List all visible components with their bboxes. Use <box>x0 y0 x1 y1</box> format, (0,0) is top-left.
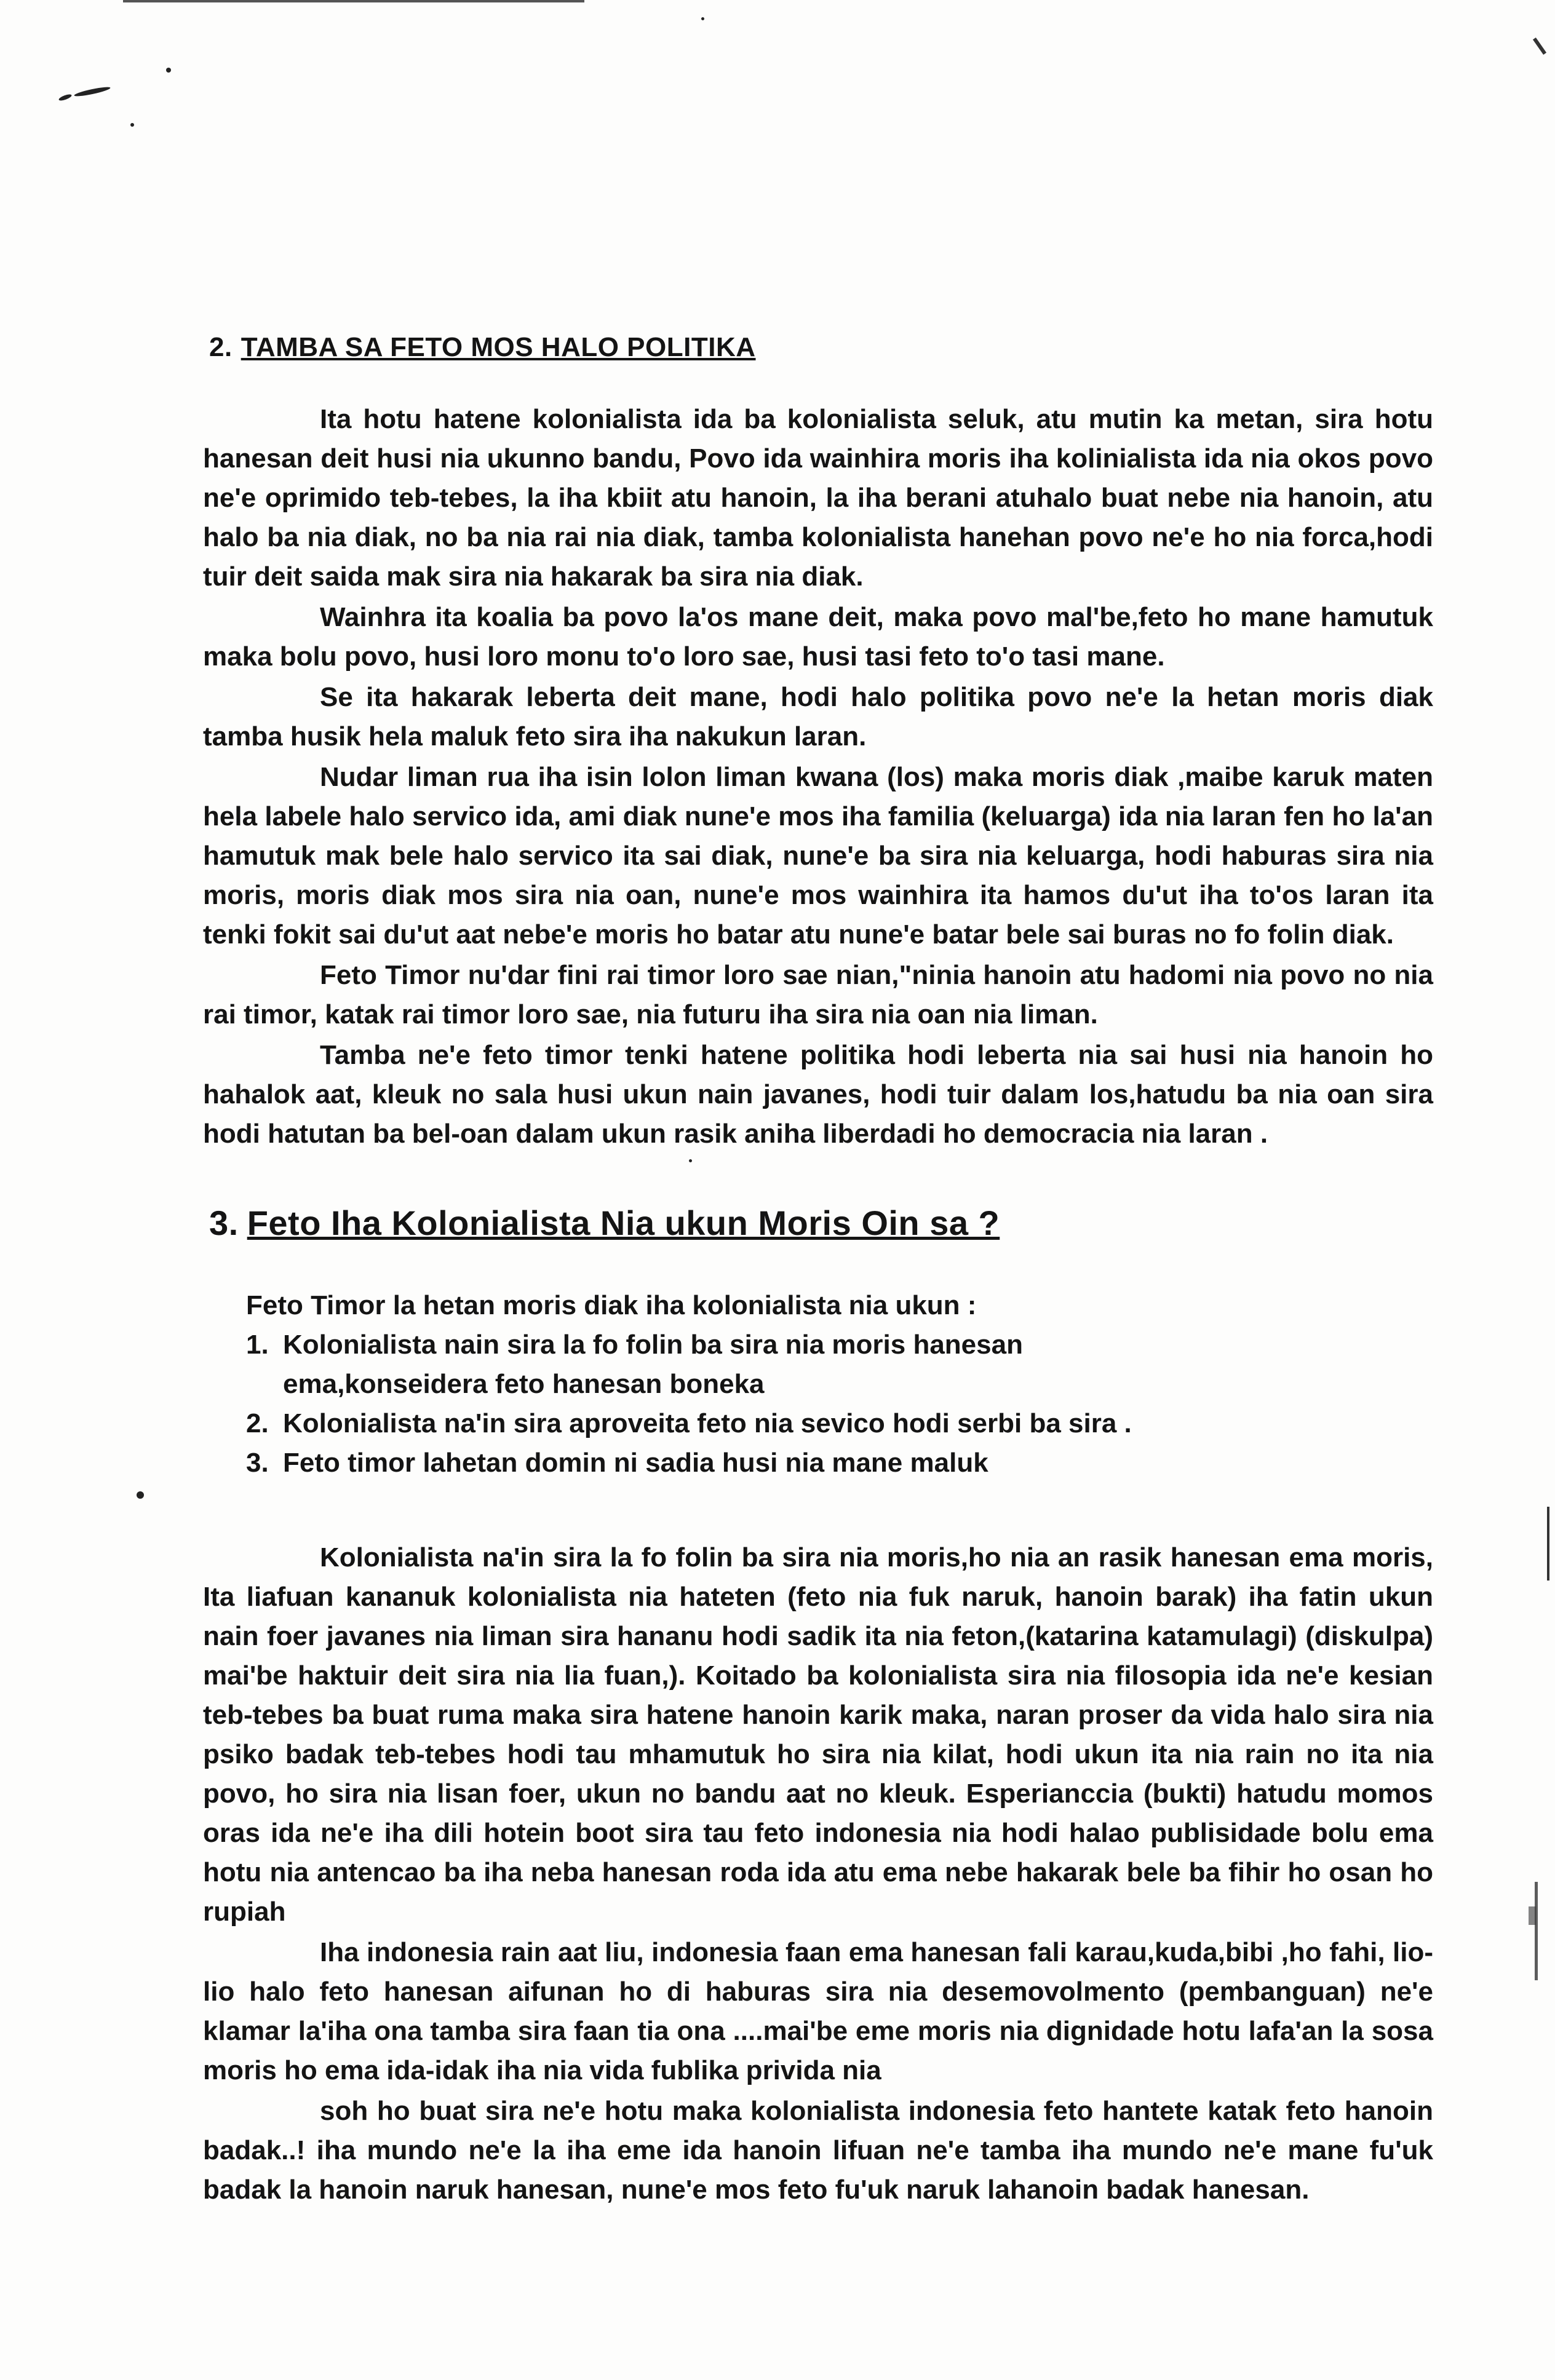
list-item-text: Kolonialista nain sira la fo folin ba sira nia moris hanesan ema,konseidera feto hanesan boneka <box>283 1330 1023 1399</box>
scan-edge-mark <box>1533 38 1546 55</box>
scan-edge-mark <box>1547 1507 1549 1581</box>
paragraph <box>203 1538 1433 1932</box>
scan-speck <box>701 17 704 20</box>
scan-speck <box>166 68 171 73</box>
paragraph-text: Feto Timor nu'dar fini rai timor loro sae nian,"ninia hanoin atu hadomi nia povo no nia rai timor, katak rai timor loro sae, nia futuru iha sira nia oan nia liman. <box>203 960 1433 1029</box>
scan-edge-mark <box>1529 1906 1536 1925</box>
scan-speck <box>74 85 111 98</box>
paragraph <box>203 758 1433 954</box>
section-3-title: Feto Iha Kolonialista Nia ukun Moris Oin sa ? <box>247 1204 1000 1242</box>
list-item-text: Kolonialista na'in sira aproveita feto nia sevico hodi serbi ba sira . <box>283 1408 1132 1438</box>
paragraph <box>203 956 1433 1034</box>
section-2-title: TAMBA SA FETO MOS HALO POLITIKA <box>241 332 756 362</box>
list-item <box>246 1404 1156 1443</box>
list-item-number: 1. <box>246 1330 269 1360</box>
section-3-intro: Feto Timor la hetan moris diak iha kolonialista nia ukun : <box>246 1290 977 1320</box>
section-2-number: 2. <box>209 332 233 362</box>
list-item <box>246 1443 1156 1483</box>
page-top-rule <box>123 0 584 2</box>
paragraph-text: Iha indonesia rain aat liu, indonesia faan ema hanesan fali karau,kuda,bibi ,ho fahi, lio-lio halo feto hanesan aifunan ho di haburas sira nia desemovolmento (pembanguan) ne'e klamar la'iha ona tamba sira faan tia ona ....mai'be eme moris nia dignidade hotu lafa'an la sosa moris ho ema ida-idak iha nia vida fublika privida nia <box>203 1937 1433 2085</box>
list-item <box>246 1325 1156 1404</box>
paragraph-text: Kolonialista na'in sira la fo folin ba sira nia moris,ho nia an rasik hanesan ema moris, Ita liafuan kananuk kolonialista nia hateten (feto nia fuk naruk, hanoin barak) iha fatin ukun nain foer javanes nia liman sira hananu hodi sadik ita nia feton,(katarina katamulagi) (diskulpa) mai'be haktuir deit sira nia lia fuan,). Koitado ba kolonialista sira nia filosopia ida ne'e kesian teb-tebes ba buat ruma maka sira hatene hanoin karik maka, naran proser da vida halo sira nia psiko badak teb-tebes hodi tau mhamutuk ho sira nia kilat, hodi ukun ita nia rain no ita nia povo, ho sira nia lisan foer, ukun no bandu aat no kleuk. Esperianccia (bukti) hatudu momos oras ida ne'e iha dili hotein boot sira tau feto indonesia nia hodi halao publisidade bolu ema hotu nia antencao ba iha neba hanesan roda ida atu ema nebe hakarak bele ba fihir ho osan ho rupiah <box>203 1542 1433 1927</box>
numbered-list <box>246 1325 1156 1483</box>
scan-speck <box>58 93 72 101</box>
scan-edge-mark <box>1535 1882 1538 1980</box>
paragraph-text: Tamba ne'e feto timor tenki hatene politika hodi leberta nia sai husi nia hanoin ho hahalok aat, kleuk no sala husi ukun nain javanes, hodi tuir dalam los,hatudu ba nia oan sira hodi hatutan ba bel-oan dalam ukun rasik aniha liberdadi ho democracia nia laran . <box>203 1040 1433 1149</box>
list-item-number: 3. <box>246 1448 269 1478</box>
stray-bullet-mark <box>137 1491 144 1499</box>
paragraph-text: Nudar liman rua iha isin lolon liman kwana (los) maka moris diak ,maibe karuk maten hela labele halo servico ida, ami diak nune'e mos iha familia (keluarga) ida nia laran fen ho la'an hamutuk mak bele halo servico ita sai diak, nune'e ba sira nia keluarga, hodi haburas sira nia moris, moris diak mos sira nia oan, nune'e mos wainhira ita hamos du'ut iha to'os laran ita tenki fokit sai du'ut aat nebe'e moris ho batar atu nune'e batar bele sai buras no fo folin diak. <box>203 762 1433 950</box>
list-item-text: Feto timor lahetan domin ni sadia husi nia mane maluk <box>283 1448 988 1478</box>
paragraph <box>203 598 1433 676</box>
paragraph-text: soh ho buat sira ne'e hotu maka kolonialista indonesia feto hantete katak feto hanoin badak..! iha mundo ne'e la iha eme ida hanoin lifuan ne'e tamba iha mundo ne'e mane fu'uk badak la hanoin naruk hanesan, nune'e mos feto fu'uk naruk lahanoin badak hanesan. <box>203 2096 1433 2205</box>
paragraph <box>203 1036 1433 1154</box>
paragraph-text: Se ita hakarak leberta deit mane, hodi halo politika povo ne'e la hetan moris diak tamba husik hela maluk feto sira iha nakukun laran. <box>203 682 1433 752</box>
document-body <box>203 332 1433 2211</box>
paragraph <box>203 1933 1433 2090</box>
paragraph-text: Ita hotu hatene kolonialista ida ba kolonialista seluk, atu mutin ka metan, sira hotu hanesan deit husi nia ukunno bandu, Povo ida wainhira moris iha kolinialista ida nia okos povo ne'e oprimido teb-tebes, la iha kbiit atu hanoin, la iha berani atuhalo buat nebe nia hanoin, atu halo ba nia diak, no ba nia rai nia diak, tamba kolonialista hanehan povo ne'e ho nia forca,hodi tuir deit saida mak sira nia hakarak ba sira nia diak. <box>203 404 1433 592</box>
section-2-heading <box>209 332 1433 363</box>
paragraph <box>203 2092 1433 2210</box>
section-3-number: 3. <box>209 1204 239 1242</box>
section-3-heading <box>209 1203 1433 1243</box>
paragraph-text: Wainhra ita koalia ba povo la'os mane deit, maka povo mal'be,feto ho mane hamutuk maka bolu povo, husi loro monu to'o loro sae, husi tasi feto to'o tasi mane. <box>203 602 1433 672</box>
paragraph <box>203 400 1433 597</box>
list-item-number: 2. <box>246 1408 269 1438</box>
paragraph <box>203 678 1433 756</box>
scan-speck <box>130 123 134 127</box>
